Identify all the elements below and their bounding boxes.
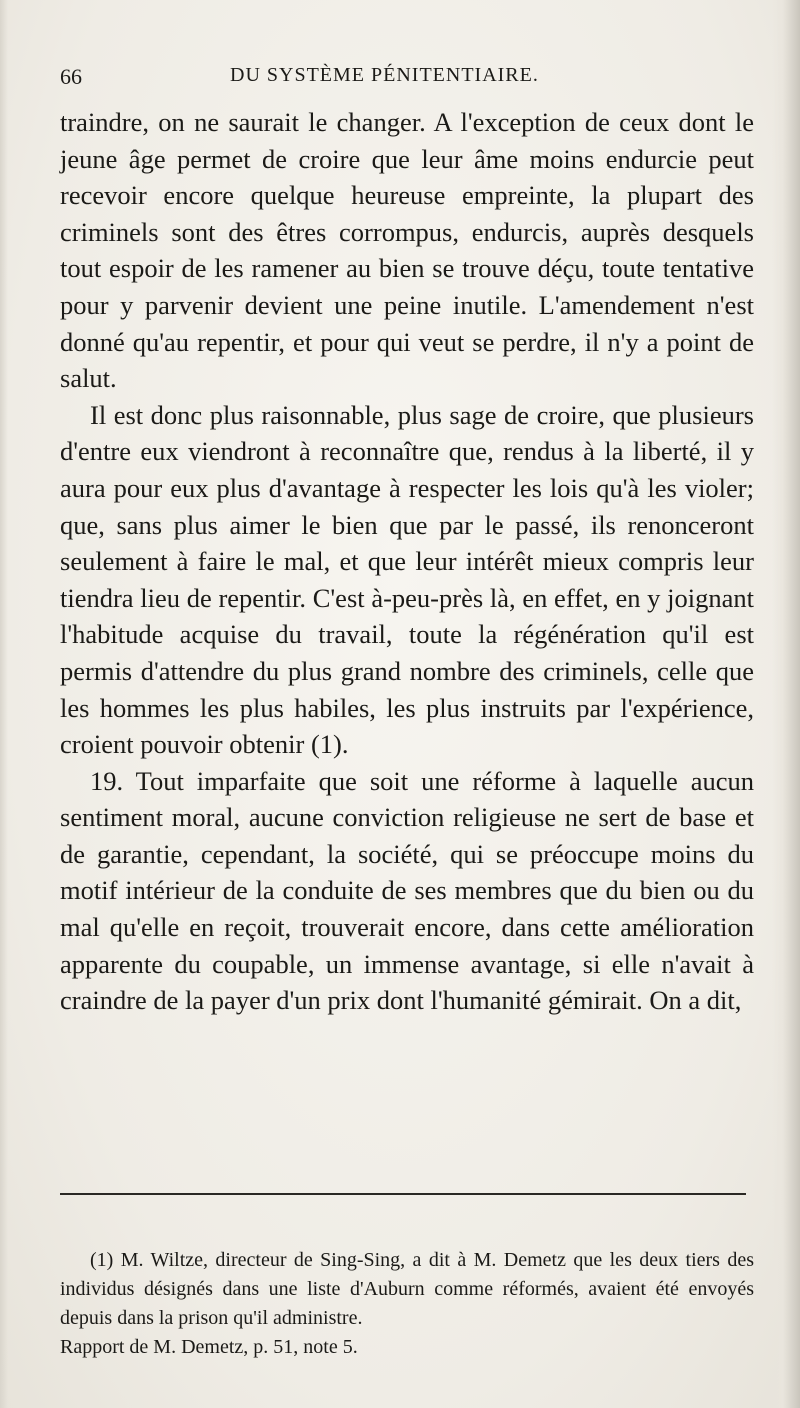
paragraph-continuation: traindre, on ne saurait le changer. A l'exception de ceux dont le jeune âge permet de croire que leur âme moins endurcie peut recevoir encore quelque heureuse empreinte, la plupart des criminels sont des êtres corrompus, endurcis, auprès desquels tout espoir de les ramener au bien se trouve déçu, toute tentative pour y parvenir devient une peine inutile. L'amendement n'est donné qu'au repentir, et pour qui veut se perdre, il n'y a point de salut. — [60, 107, 754, 394]
footnote-rule — [60, 1193, 746, 1195]
page-number: 66 — [60, 64, 82, 89]
paragraph-numbered-19: 19. Tout imparfaite que soit une réforme à laquelle aucun sentiment moral, aucune conviction religieuse ne sert de base et de garantie, cependant, la société, qui se préoccupe moins du motif intérieur de la conduite de ses membres que du bien ou du mal qu'elle en reçoit, trouverait encore, dans cette amélioration apparente du coupable, un immense avantage, si elle n'avait à craindre de la payer d'un prix dont l'humanité gémirait. On a dit, — [60, 765, 754, 1016]
page-header — [60, 58, 760, 92]
page-left-edge — [0, 0, 8, 1408]
page-right-edge — [772, 0, 800, 1408]
footnote-text: (1) M. Wiltze, directeur de Sing-Sing, a dit à M. Demetz que les deux tiers des individus désignés dans une liste d'Auburn comme réformés, avaient été envoyés depuis dans la prison qu'il administre. — [60, 1249, 754, 1329]
running-head: DU SYSTÈME PÉNITENTIAIRE. — [230, 64, 539, 86]
footnote — [60, 1246, 754, 1362]
main-text — [60, 104, 754, 1019]
paragraph: Il est donc plus raisonnable, plus sage de croire, que plusieurs d'entre eux viendront à reconnaître que, rendus à la liberté, il y aura pour eux plus d'avantage à respecter les lois qu'à les violer; que, sans plus aimer le bien que par le passé, ils renonceront seulement à faire le mal, et que leur intérêt mieux compris leur tiendra lieu de repentir. C'est à-peu-près là, en effet, en y joignant l'habitude acquise du travail, toute la régénération qu'il est permis d'attendre du plus grand nombre des criminels, celle que les hommes les plus habiles, les plus instruits par l'expérience, croient pouvoir obtenir (1). — [60, 399, 754, 760]
footnote-source: Rapport de M. Demetz, p. 51, note 5. — [60, 1336, 358, 1358]
